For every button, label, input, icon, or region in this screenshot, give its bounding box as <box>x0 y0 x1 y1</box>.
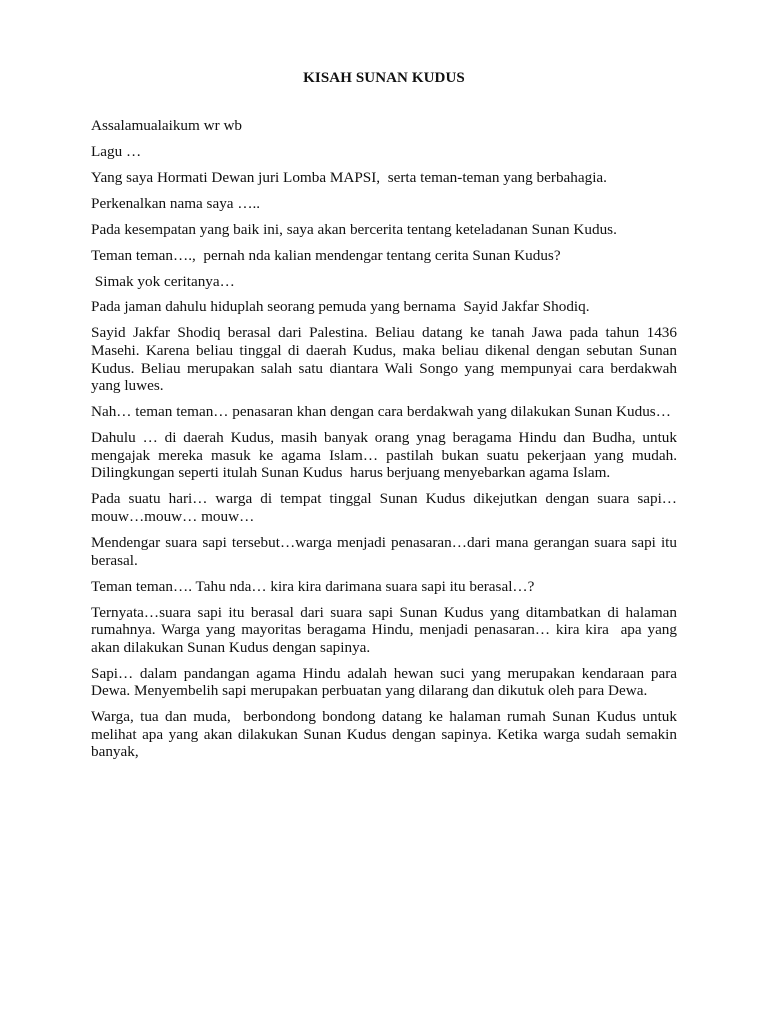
paragraph: Assalamualaikum wr wb <box>91 116 242 134</box>
document-page <box>91 70 681 769</box>
paragraph: Dahulu … di daerah Kudus, masih banyak orang ynag beragama Hindu dan Budha, untuk mengajak mereka masuk ke agama Islam… pastilah bukan suatu pekerjaan yang mudah. Dilingkungan seperti itulah Sunan Kudus harus berjuang menyebarkan agama Islam. <box>91 429 681 482</box>
paragraph: Nah… teman teman… penasaran khan dengan cara berdakwah yang dilakukan Sunan Kudus… <box>91 403 671 421</box>
paragraph: Teman teman…. Tahu nda… kira kira darimana suara sapi itu berasal…? <box>91 577 535 595</box>
paragraph: Perkenalkan nama saya ….. <box>91 194 261 212</box>
paragraph: Pada jaman dahulu hiduplah seorang pemuda yang bernama Sayid Jakfar Shodiq. <box>91 298 590 316</box>
paragraph: Teman teman…., pernah nda kalian mendengar tentang cerita Sunan Kudus? <box>91 246 561 264</box>
paragraph: Sapi… dalam pandangan agama Hindu adalah hewan suci yang merupakan kendaraan para Dewa. Menyembelih sapi merupakan perbuatan yang dilarang dan dikutuk oleh para Dewa. <box>91 664 681 700</box>
document-title: KISAH SUNAN KUDUS <box>303 70 465 86</box>
paragraph: Mendengar suara sapi tersebut…warga menjadi penasaran…dari mana gerangan suara sapi itu berasal. <box>91 533 681 569</box>
paragraph: Ternyata…suara sapi itu berasal dari suara sapi Sunan Kudus yang ditambatkan di halaman rumahnya. Warga yang mayoritas beragama Hindu, menjadi penasaran… kira kira apa yang akan dilakukan Sunan Kudus dengan sapinya. <box>91 603 681 656</box>
paragraph: Sayid Jakfar Shodiq berasal dari Palestina. Beliau datang ke tanah Jawa pada tahun 1436 Masehi. Karena beliau tinggal di daerah Kudus, maka beliau dikenal dengan sebutan Sunan Kudus. Beliau merupakan salah satu diantara Wali Songo yang mempunyai cara berdakwah yang luwes. <box>91 324 681 395</box>
paragraph: Simak yok ceritanya… <box>91 272 235 290</box>
paragraph: Pada kesempatan yang baik ini, saya akan bercerita tentang keteladanan Sunan Kudus. <box>91 220 617 238</box>
paragraph: Lagu … <box>91 142 142 160</box>
paragraph: Yang saya Hormati Dewan juri Lomba MAPSI, serta teman-teman yang berbahagia. <box>91 168 607 186</box>
paragraph: Warga, tua dan muda, berbondong bondong datang ke halaman rumah Sunan Kudus untuk melihat apa yang akan dilakukan Sunan Kudus dengan sapinya. Ketika warga sudah semakin banyak, <box>91 708 681 761</box>
paragraph: Pada suatu hari… warga di tempat tinggal Sunan Kudus dikejutkan dengan suara sapi… mouw…mouw… mouw… <box>91 490 681 525</box>
